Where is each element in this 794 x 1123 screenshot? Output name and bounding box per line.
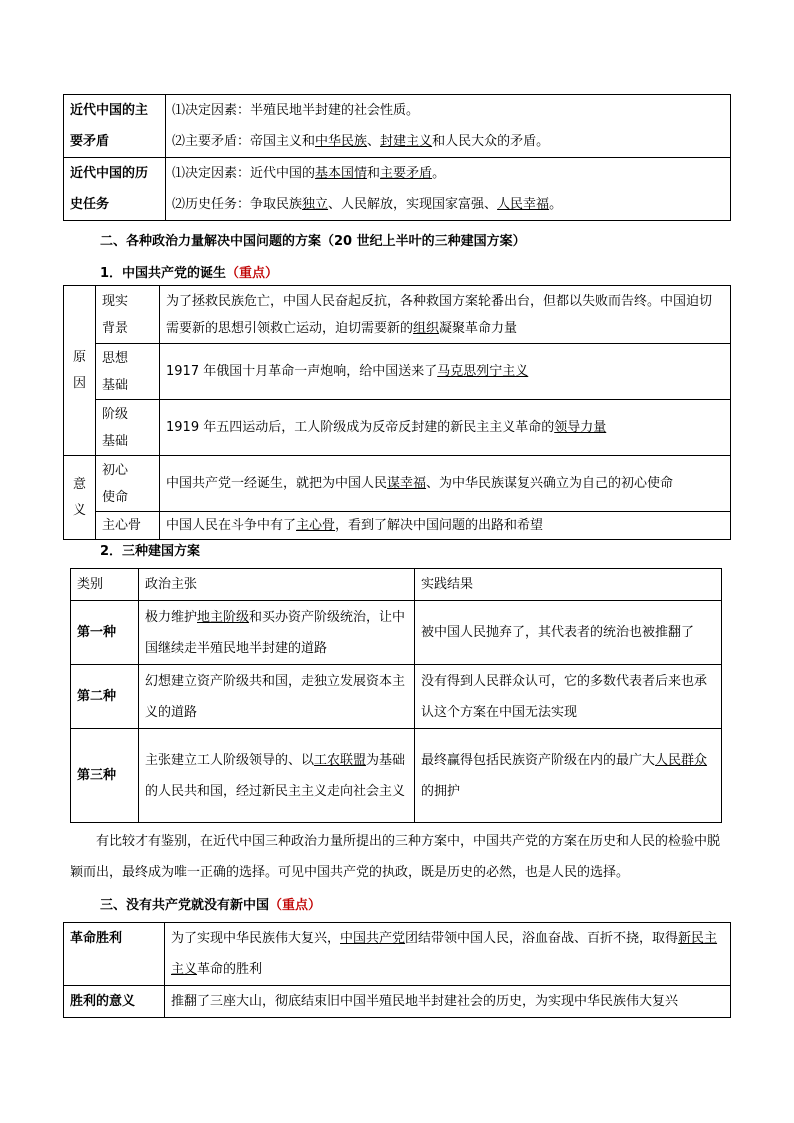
group-label-meaning: 意义	[64, 456, 96, 540]
text-run: 主张建立工人阶级领导的、以	[145, 752, 315, 768]
plan-claim	[139, 729, 415, 823]
row-label: 思想基础	[96, 344, 160, 400]
table-row	[71, 601, 722, 665]
text-run: 团结带领中国人民，浴血奋战、百折不挠，取得	[405, 931, 679, 946]
row-label: 初心使命	[96, 456, 160, 512]
row-content	[166, 95, 731, 158]
underlined-keyword: 组织	[413, 320, 440, 336]
text-run: 中国人民在斗争中有了	[166, 517, 297, 533]
underlined-keyword: 新民主主义	[171, 931, 718, 977]
text-run: 极力维护	[145, 609, 198, 625]
row-label: 主心骨	[96, 512, 160, 540]
plan-result	[415, 601, 722, 665]
content-line	[172, 189, 724, 220]
underlined-keyword: 独立	[302, 197, 329, 212]
plan-category: 第二种	[71, 665, 139, 729]
text-run: 、	[367, 134, 381, 149]
summary-paragraph: 有比较才有鉴别，在近代中国三种政治力量所提出的三种方案中，中国共产党的方案在历史和人民的检验中脱颖而出，最终成为唯一正确的选择。可见中国共产党的执政，既是历史的必然，也是人民的选择。	[70, 834, 721, 880]
plan-category: 第一种	[71, 601, 139, 665]
text-run: 。	[549, 197, 563, 212]
underlined-keyword: 基本国情	[315, 166, 368, 181]
content-line	[172, 126, 724, 157]
underlined-keyword: 地主阶级	[197, 609, 250, 625]
underlined-keyword: 中华民族	[315, 134, 368, 149]
table-three-plans	[70, 568, 722, 823]
row-content	[160, 400, 731, 456]
row-content	[166, 158, 731, 221]
row-content	[160, 456, 731, 512]
row-label: 近代中国的历史任务	[64, 158, 166, 221]
table-row	[64, 158, 731, 221]
table-contradictions	[63, 94, 731, 221]
text-run: 幻想建立资产阶级共和国，走独立发展资本主义的道路	[145, 673, 406, 720]
text-run: ⑵历史任务：争取民族	[172, 197, 303, 212]
table-row	[64, 400, 731, 456]
row-label: 现实背景	[96, 286, 160, 344]
row-label: 近代中国的主要矛盾	[64, 95, 166, 158]
table-row	[71, 665, 722, 729]
underlined-keyword: 中国共产党	[340, 931, 406, 946]
underlined-keyword: 工农联盟	[314, 752, 367, 768]
plan-claim	[139, 601, 415, 665]
table-row	[64, 286, 731, 344]
table-header-row	[71, 569, 722, 601]
row-label: 阶级基础	[96, 400, 160, 456]
plan-claim	[139, 665, 415, 729]
text-run: 和买办资产阶级统治，让中国继续走半殖民地半封建的道路	[145, 609, 406, 656]
underlined-keyword: 人民群众	[655, 752, 708, 768]
section-heading-2: 二、各种政治力量解决中国问题的方案（20 世纪上半叶的三种建国方案）	[100, 234, 526, 249]
text-run: 为了实现中华民族伟大复兴，	[171, 931, 341, 946]
row-label: 革命胜利	[64, 923, 165, 986]
column-header: 实践结果	[415, 569, 722, 601]
column-header: 政治主张	[139, 569, 415, 601]
plan-result	[415, 665, 722, 729]
underlined-keyword: 主心骨	[296, 517, 336, 533]
section-heading-3: 三、没有共产党就没有新中国（重点）	[100, 898, 322, 913]
row-content	[165, 923, 731, 986]
plan-category: 第三种	[71, 729, 139, 823]
underlined-keyword: 马克思列宁主义	[437, 364, 529, 379]
table-row	[64, 95, 731, 158]
text-run: ，看到了解决中国问题的出路和希望	[335, 517, 544, 533]
table-row	[64, 923, 731, 986]
text-run: 1919 年五四运动后，工人阶级成为反帝反封建的新民主主义革命的	[166, 420, 555, 435]
plan-result	[415, 729, 722, 823]
text-run: 和	[367, 166, 381, 181]
content-line	[172, 95, 724, 126]
underlined-keyword: 人民幸福	[497, 197, 550, 212]
text-run: 推翻了三座大山，彻底结束旧中国半殖民地半封建社会的历史，为实现中华民族伟大复兴	[171, 994, 679, 1009]
row-content	[160, 512, 731, 540]
text-run: 、人民解放，实现国家富强、	[328, 197, 498, 212]
table-row	[64, 986, 731, 1018]
underlined-keyword: 谋幸福	[387, 476, 427, 491]
table-row	[64, 456, 731, 512]
text-run: 没有得到人民群众认可，它的多数代表者后来也承认这个方案在中国无法实现	[421, 673, 708, 720]
text-run: 、为中华民族谋复兴确立为自己的初心使命	[426, 476, 674, 491]
text-run: 的拥护	[421, 783, 461, 799]
table-revolution-victory	[63, 922, 731, 1018]
text-run: ⑴决定因素：半殖民地半封建的社会性质。	[172, 103, 420, 118]
text-run: 被中国人民抛弃了，其代表者的统治也被推翻了	[421, 625, 695, 640]
text-run: 最终赢得包括民族资产阶级在内的最广大	[421, 752, 656, 768]
underlined-keyword: 封建主义	[380, 134, 433, 149]
text-run: 凝聚革命力量	[439, 320, 518, 336]
row-label: 胜利的意义	[64, 986, 165, 1018]
underlined-keyword: 领导力量	[554, 420, 607, 435]
text-run: 和人民大众的矛盾。	[432, 134, 550, 149]
text-run: 为基础的人民共和国，经过新民主主义走向社会主义	[145, 752, 406, 799]
table-row	[64, 344, 731, 400]
column-header: 类别	[71, 569, 139, 601]
underlined-keyword: 主要矛盾	[380, 166, 433, 181]
row-content	[160, 286, 731, 344]
table-row	[64, 512, 731, 540]
row-content	[165, 986, 731, 1018]
subheading-party-birth: 1．中国共产党的诞生（重点）	[100, 266, 279, 281]
text-run: 为了拯救民族危亡，中国人民奋起反抗，各种救国方案轮番出台，但都以失败而告终。中国迫切需要新的思想引领救亡运动，迫切需要新的	[166, 293, 713, 336]
text-run: 1917 年俄国十月革命一声炮响，给中国送来了	[166, 364, 438, 379]
row-content	[160, 344, 731, 400]
subheading-three-plans: 2．三种建国方案	[100, 544, 201, 559]
table-row	[71, 729, 722, 823]
text-run: ⑵主要矛盾：帝国主义和	[172, 134, 316, 149]
content-line	[172, 158, 724, 189]
text-run: ⑴决定因素：近代中国的	[172, 166, 316, 181]
text-run: 革命的胜利	[197, 962, 263, 977]
text-run: 中国共产党一经诞生，就把为中国人民	[166, 476, 388, 491]
group-label-cause: 原因	[64, 286, 96, 456]
table-party-birth	[63, 285, 731, 540]
text-run: 。	[432, 166, 446, 181]
